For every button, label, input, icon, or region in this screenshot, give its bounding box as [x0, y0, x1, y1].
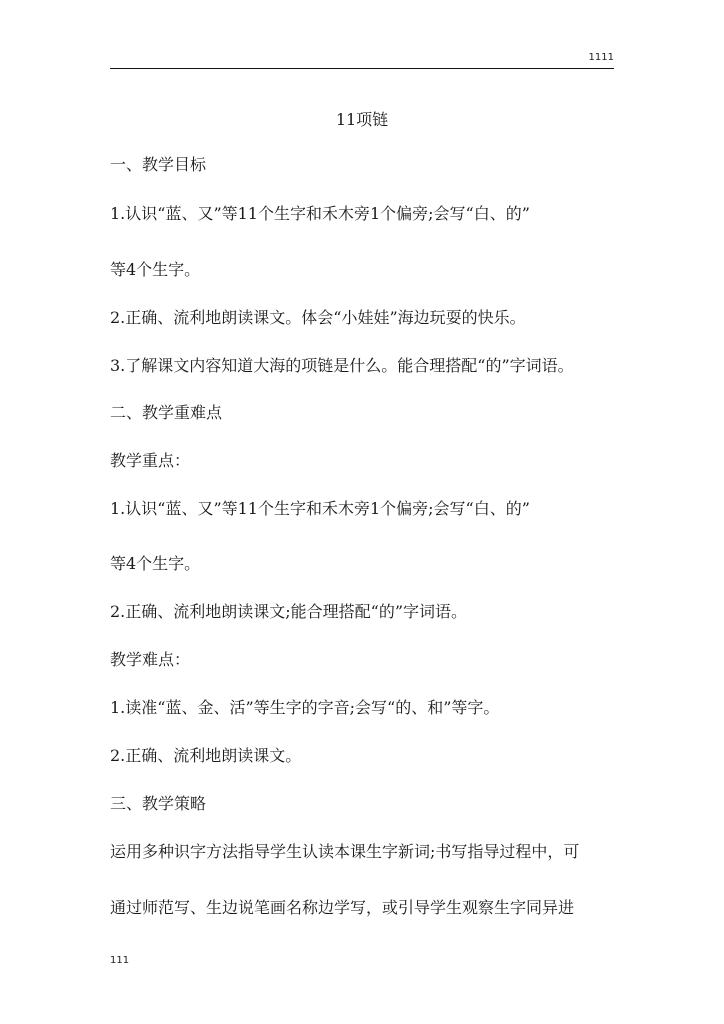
subheading-key-points: 教学重点：: [110, 451, 191, 470]
key-point-2: 2.正确、流利地朗读课文;能合理搭配“的”字词语。: [110, 602, 468, 621]
objective-3: 3.了解课文内容知道大海的项链是什么。能合理搭配“的”字词语。: [110, 356, 574, 375]
objective-1-line-2: 等4个生字。: [110, 260, 201, 279]
key-point-1-line-1: 1.认识“蓝、又”等11个生字和禾木旁1个偏旁;会写“白、的”: [110, 499, 530, 518]
key-point-1-line-2: 等4个生字。: [110, 554, 201, 573]
strategy-line-2: 通过师范写、生边说笔画名称边学写，或引导学生观察生字同异进: [110, 898, 575, 917]
difficulty-2: 2.正确、流利地朗读课文。: [110, 746, 302, 765]
header-rule: [110, 68, 614, 69]
document-title: 11项链: [335, 110, 389, 129]
section-heading-objectives: 一、教学目标: [110, 155, 207, 174]
objective-1-line-1: 1.认识“蓝、又”等11个生字和禾木旁1个偏旁;会写“白、的”: [110, 204, 530, 223]
section-heading-key-points: 二、教学重难点: [110, 403, 223, 422]
footer-page-number: 111: [110, 955, 130, 966]
difficulty-1: 1.读准“蓝、金、活”等生字的字音;会写“的、和”等字。: [110, 698, 500, 717]
section-heading-strategy: 三、教学策略: [110, 794, 207, 813]
header-page-number: 1111: [588, 52, 614, 63]
subheading-difficulties: 教学难点：: [110, 650, 191, 669]
objective-2: 2.正确、流利地朗读课文。体会“小娃娃”海边玩耍的快乐。: [110, 308, 526, 327]
strategy-line-1: 运用多种识字方法指导学生认读本课生字新词;书写指导过程中，可: [110, 842, 580, 861]
